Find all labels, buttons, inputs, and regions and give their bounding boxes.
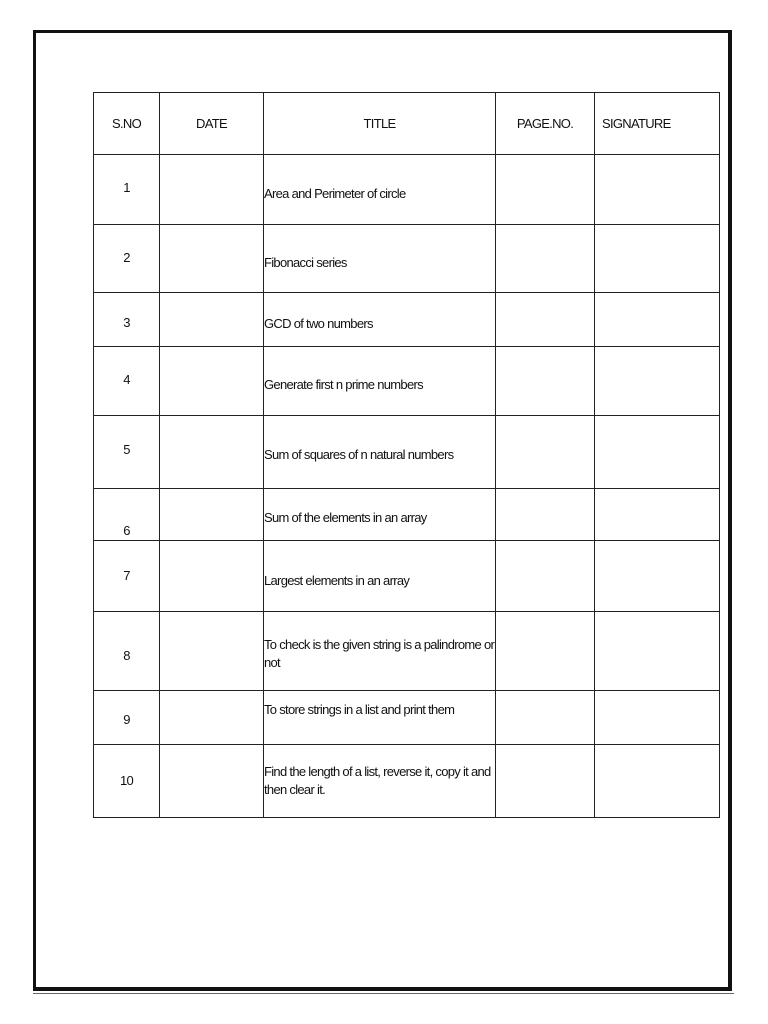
row-sno: 8 (94, 612, 160, 691)
page-no-cell (496, 541, 595, 612)
table-row (94, 489, 720, 541)
page-no-cell (496, 293, 595, 347)
table-row (94, 293, 720, 347)
header-title: TITLE (264, 93, 496, 155)
signature-cell (595, 155, 720, 225)
date-cell (160, 612, 264, 691)
signature-cell (595, 489, 720, 541)
page-no-cell (496, 612, 595, 691)
row-title: To store strings in a list and print them (264, 691, 496, 745)
date-cell (160, 155, 264, 225)
row-title: To check is the given string is a palindrome or not (264, 612, 496, 691)
index-table (93, 92, 720, 818)
row-title: Largest elements in an array (264, 541, 496, 612)
signature-cell (595, 691, 720, 745)
page-no-cell (496, 225, 595, 293)
header-page-no: PAGE.NO. (496, 93, 595, 155)
header-row (94, 93, 720, 155)
table-row (94, 612, 720, 691)
page-no-cell (496, 745, 595, 818)
signature-cell (595, 347, 720, 416)
header-sno: S.NO (94, 93, 160, 155)
page-no-cell (496, 489, 595, 541)
signature-cell (595, 225, 720, 293)
row-title: Find the length of a list, reverse it, copy it and then clear it. (264, 745, 496, 818)
date-cell (160, 225, 264, 293)
page-border-shadow (33, 993, 734, 994)
date-cell (160, 541, 264, 612)
row-title: Area and Perimeter of circle (264, 155, 496, 225)
row-title: Fibonacci series (264, 225, 496, 293)
row-sno: 5 (94, 416, 160, 489)
row-title: Generate first n prime numbers (264, 347, 496, 416)
page-no-cell (496, 347, 595, 416)
table-row (94, 155, 720, 225)
row-sno: 4 (94, 347, 160, 416)
signature-cell (595, 293, 720, 347)
row-sno: 2 (94, 225, 160, 293)
date-cell (160, 416, 264, 489)
page-no-cell (496, 691, 595, 745)
row-title: Sum of squares of n natural numbers (264, 416, 496, 489)
date-cell (160, 745, 264, 818)
header-signature: SIGNATURE (595, 93, 720, 155)
table-row (94, 745, 720, 818)
header-date: DATE (160, 93, 264, 155)
signature-cell (595, 416, 720, 489)
row-sno: 10 (94, 745, 160, 818)
row-sno: 1 (94, 155, 160, 225)
table-row (94, 347, 720, 416)
date-cell (160, 489, 264, 541)
page-no-cell (496, 155, 595, 225)
table-row (94, 691, 720, 745)
row-sno: 7 (94, 541, 160, 612)
page-no-cell (496, 416, 595, 489)
date-cell (160, 691, 264, 745)
table-row (94, 416, 720, 489)
signature-cell (595, 612, 720, 691)
row-sno: 6 (94, 489, 160, 541)
row-title: Sum of the elements in an array (264, 489, 496, 541)
table-row (94, 225, 720, 293)
date-cell (160, 293, 264, 347)
table-row (94, 541, 720, 612)
date-cell (160, 347, 264, 416)
row-sno: 9 (94, 691, 160, 745)
signature-cell (595, 541, 720, 612)
row-sno: 3 (94, 293, 160, 347)
row-title: GCD of two numbers (264, 293, 496, 347)
signature-cell (595, 745, 720, 818)
